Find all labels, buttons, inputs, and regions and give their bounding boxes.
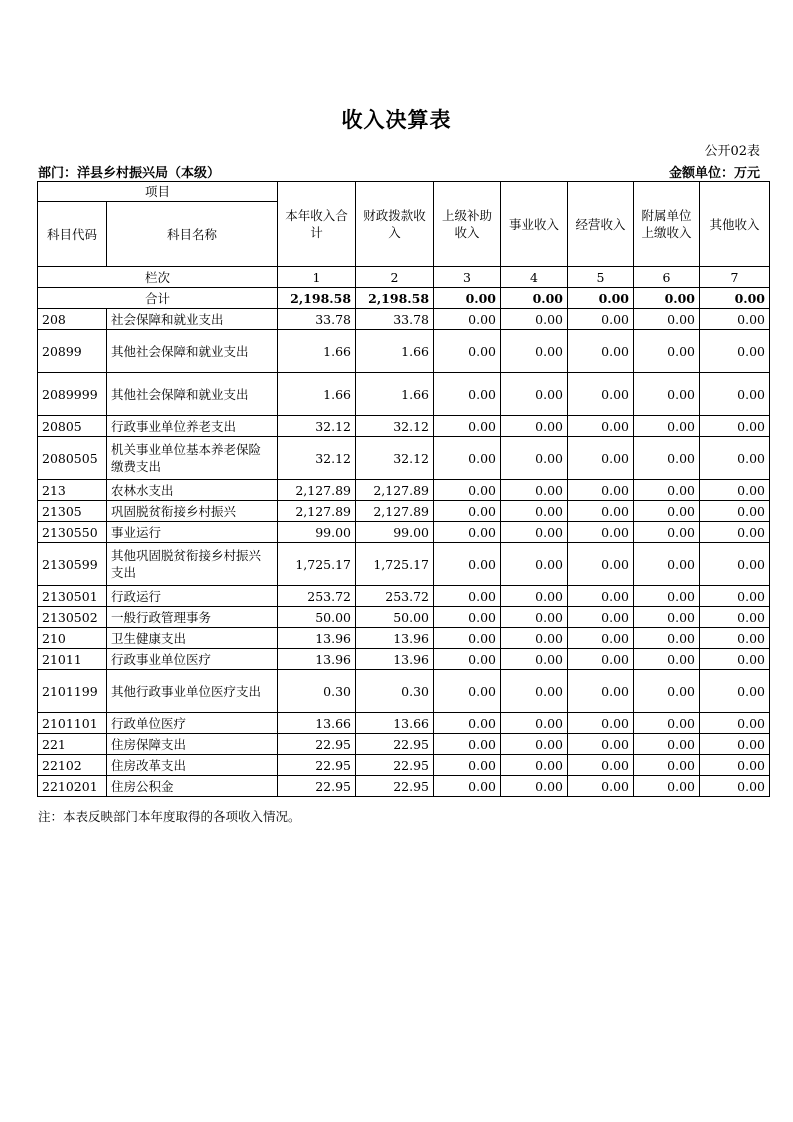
amount-cell: 0.00: [634, 628, 700, 649]
amount-cell: 0.00: [700, 416, 770, 437]
total-value: 0.00: [700, 288, 770, 309]
amount-cell: 0.00: [434, 309, 501, 330]
amount-cell: 0.00: [634, 713, 700, 734]
amount-cell: 0.00: [501, 755, 568, 776]
amount-cell: 0.00: [501, 373, 568, 416]
subject-code: 21305: [38, 501, 107, 522]
amount-cell: 0.00: [634, 586, 700, 607]
total-value: 0.00: [634, 288, 700, 309]
header-col-7: 其他收入: [700, 182, 770, 267]
amount-cell: 13.66: [356, 713, 434, 734]
table-row: [38, 416, 770, 437]
amount-cell: 0.00: [700, 501, 770, 522]
subject-code: 2101101: [38, 713, 107, 734]
amount-cell: 0.00: [434, 713, 501, 734]
header-col-3: 上级补助收入: [434, 182, 501, 267]
header-item: 项目: [38, 182, 278, 202]
subject-name: 住房公积金: [107, 776, 278, 797]
index-num: 5: [568, 267, 634, 288]
amount-cell: 32.12: [356, 416, 434, 437]
amount-cell: 0.00: [634, 480, 700, 501]
subject-name: 社会保障和就业支出: [107, 309, 278, 330]
amount-cell: 0.00: [634, 522, 700, 543]
index-num: 7: [700, 267, 770, 288]
table-row: [38, 776, 770, 797]
amount-cell: 0.00: [434, 480, 501, 501]
amount-cell: 0.00: [434, 586, 501, 607]
subject-name: 其他社会保障和就业支出: [107, 330, 278, 373]
subject-code: 2130501: [38, 586, 107, 607]
amount-cell: 0.00: [700, 670, 770, 713]
table-row: [38, 522, 770, 543]
subject-name: 卫生健康支出: [107, 628, 278, 649]
amount-cell: 0.30: [278, 670, 356, 713]
amount-cell: 32.12: [278, 416, 356, 437]
subject-code: 2080505: [38, 437, 107, 480]
amount-cell: 0.00: [568, 607, 634, 628]
table-row: [38, 649, 770, 670]
amount-cell: 1.66: [356, 330, 434, 373]
table-row: [38, 480, 770, 501]
amount-cell: 22.95: [278, 776, 356, 797]
amount-cell: 50.00: [278, 607, 356, 628]
amount-cell: 1,725.17: [356, 543, 434, 586]
amount-unit-label: 金额单位：万元: [668, 166, 760, 181]
index-num: 1: [278, 267, 356, 288]
amount-cell: 0.00: [700, 543, 770, 586]
amount-cell: 2,127.89: [356, 501, 434, 522]
total-label: 合计: [38, 288, 278, 309]
subject-name: 行政单位医疗: [107, 713, 278, 734]
subject-code: 208: [38, 309, 107, 330]
amount-cell: 0.00: [501, 734, 568, 755]
amount-cell: 0.00: [700, 309, 770, 330]
subject-name: 行政运行: [107, 586, 278, 607]
amount-cell: 0.00: [700, 480, 770, 501]
amount-cell: 13.96: [356, 628, 434, 649]
page-title: 收入决算表: [341, 108, 452, 132]
amount-cell: 0.00: [434, 416, 501, 437]
amount-cell: 0.00: [501, 437, 568, 480]
amount-cell: 0.00: [568, 522, 634, 543]
amount-cell: 0.00: [434, 755, 501, 776]
subject-name: 行政事业单位医疗: [107, 649, 278, 670]
subject-name: 其他行政事业单位医疗支出: [107, 670, 278, 713]
amount-cell: 0.00: [568, 670, 634, 713]
subject-name: 事业运行: [107, 522, 278, 543]
amount-cell: 0.00: [568, 755, 634, 776]
form-number: 公开02表: [704, 144, 760, 159]
amount-cell: 0.00: [568, 309, 634, 330]
subject-code: 2130599: [38, 543, 107, 586]
header-col-2: 财政拨款收入: [356, 182, 434, 267]
amount-cell: 0.00: [434, 649, 501, 670]
amount-cell: 32.12: [356, 437, 434, 480]
amount-cell: 33.78: [356, 309, 434, 330]
amount-cell: 22.95: [278, 755, 356, 776]
amount-cell: 0.00: [568, 734, 634, 755]
subject-name: 机关事业单位基本养老保险缴费支出: [107, 437, 278, 480]
amount-cell: 0.00: [568, 649, 634, 670]
amount-cell: 0.00: [634, 330, 700, 373]
amount-cell: 1.66: [278, 373, 356, 416]
amount-cell: 0.00: [700, 734, 770, 755]
amount-cell: 0.00: [634, 309, 700, 330]
amount-cell: 0.00: [501, 480, 568, 501]
header-col-6: 附属单位上缴收入: [634, 182, 700, 267]
total-row: [38, 288, 770, 309]
amount-cell: 0.00: [501, 501, 568, 522]
header-col-5: 经营收入: [568, 182, 634, 267]
table-row: [38, 501, 770, 522]
amount-cell: 0.00: [634, 649, 700, 670]
amount-cell: 2,127.89: [278, 501, 356, 522]
subject-code: 20805: [38, 416, 107, 437]
table-note: 注：本表反映部门本年度取得的各项收入情况。: [38, 809, 301, 824]
amount-cell: 0.00: [700, 755, 770, 776]
amount-cell: 0.00: [501, 309, 568, 330]
index-row-label: 栏次: [38, 267, 278, 288]
amount-cell: 0.00: [434, 670, 501, 713]
income-table: [37, 181, 770, 797]
subject-code: 221: [38, 734, 107, 755]
subject-name: 一般行政管理事务: [107, 607, 278, 628]
amount-cell: 0.00: [434, 501, 501, 522]
subject-code: 2130550: [38, 522, 107, 543]
amount-cell: 0.00: [568, 713, 634, 734]
amount-cell: 0.00: [568, 416, 634, 437]
amount-cell: 0.00: [634, 543, 700, 586]
amount-cell: 22.95: [356, 755, 434, 776]
table-row: [38, 309, 770, 330]
amount-cell: 0.00: [700, 607, 770, 628]
subject-name: 其他巩固脱贫衔接乡村振兴支出: [107, 543, 278, 586]
index-num: 4: [501, 267, 568, 288]
amount-cell: 0.00: [568, 776, 634, 797]
amount-cell: 253.72: [356, 586, 434, 607]
amount-cell: 22.95: [356, 776, 434, 797]
subject-code: 210: [38, 628, 107, 649]
amount-cell: 0.00: [568, 501, 634, 522]
amount-cell: 0.00: [634, 670, 700, 713]
amount-cell: 0.00: [568, 543, 634, 586]
total-value: 0.00: [568, 288, 634, 309]
total-value: 2,198.58: [278, 288, 356, 309]
amount-cell: 253.72: [278, 586, 356, 607]
amount-cell: 0.00: [434, 607, 501, 628]
amount-cell: 0.00: [434, 373, 501, 416]
department-label: 部门：洋县乡村振兴局（本级）: [38, 166, 221, 181]
amount-cell: 0.00: [568, 373, 634, 416]
index-num: 3: [434, 267, 501, 288]
amount-cell: 0.00: [700, 713, 770, 734]
index-num: 6: [634, 267, 700, 288]
amount-cell: 0.00: [501, 649, 568, 670]
amount-cell: 0.00: [501, 776, 568, 797]
amount-cell: 0.00: [501, 713, 568, 734]
amount-cell: 2,127.89: [278, 480, 356, 501]
amount-cell: 13.96: [278, 649, 356, 670]
amount-cell: 0.00: [700, 522, 770, 543]
header-col-1: 本年收入合计: [278, 182, 356, 267]
subject-code: 2101199: [38, 670, 107, 713]
amount-cell: 0.00: [568, 480, 634, 501]
amount-cell: 0.00: [434, 437, 501, 480]
table-row: [38, 586, 770, 607]
amount-cell: 0.00: [700, 586, 770, 607]
subject-code: 21011: [38, 649, 107, 670]
amount-cell: 0.00: [634, 776, 700, 797]
table-row: [38, 330, 770, 373]
amount-cell: 0.00: [434, 776, 501, 797]
amount-cell: 0.00: [700, 437, 770, 480]
amount-cell: 0.00: [634, 755, 700, 776]
subject-name: 住房保障支出: [107, 734, 278, 755]
amount-cell: 33.78: [278, 309, 356, 330]
amount-cell: 0.00: [568, 586, 634, 607]
header-name: 科目名称: [107, 202, 278, 267]
amount-cell: 0.00: [700, 330, 770, 373]
amount-cell: 0.00: [501, 543, 568, 586]
amount-cell: 0.00: [434, 734, 501, 755]
amount-cell: 0.00: [568, 437, 634, 480]
header-code: 科目代码: [38, 202, 107, 267]
header-col-4: 事业收入: [501, 182, 568, 267]
index-num: 2: [356, 267, 434, 288]
total-value: 0.00: [501, 288, 568, 309]
table-row: [38, 734, 770, 755]
amount-cell: 0.30: [356, 670, 434, 713]
amount-cell: 2,127.89: [356, 480, 434, 501]
amount-cell: 13.96: [356, 649, 434, 670]
amount-cell: 0.00: [634, 734, 700, 755]
amount-cell: 0.00: [634, 416, 700, 437]
subject-code: 213: [38, 480, 107, 501]
table-row: [38, 670, 770, 713]
subject-code: 20899: [38, 330, 107, 373]
amount-cell: 0.00: [501, 670, 568, 713]
subject-name: 巩固脱贫衔接乡村振兴: [107, 501, 278, 522]
amount-cell: 0.00: [434, 628, 501, 649]
subject-name: 行政事业单位养老支出: [107, 416, 278, 437]
table-row: [38, 607, 770, 628]
amount-cell: 0.00: [700, 373, 770, 416]
amount-cell: 0.00: [700, 649, 770, 670]
amount-cell: 0.00: [501, 628, 568, 649]
amount-cell: 0.00: [434, 522, 501, 543]
amount-cell: 0.00: [501, 416, 568, 437]
amount-cell: 99.00: [278, 522, 356, 543]
amount-cell: 0.00: [434, 543, 501, 586]
amount-cell: 0.00: [568, 628, 634, 649]
table-row: [38, 755, 770, 776]
amount-cell: 32.12: [278, 437, 356, 480]
amount-cell: 50.00: [356, 607, 434, 628]
subject-code: 2089999: [38, 373, 107, 416]
table-row: [38, 713, 770, 734]
table-row: [38, 543, 770, 586]
subject-name: 住房改革支出: [107, 755, 278, 776]
amount-cell: 99.00: [356, 522, 434, 543]
subject-name: 农林水支出: [107, 480, 278, 501]
subject-code: 2130502: [38, 607, 107, 628]
amount-cell: 13.96: [278, 628, 356, 649]
total-value: 2,198.58: [356, 288, 434, 309]
total-value: 0.00: [434, 288, 501, 309]
subject-name: 其他社会保障和就业支出: [107, 373, 278, 416]
amount-cell: 0.00: [501, 607, 568, 628]
amount-cell: 1,725.17: [278, 543, 356, 586]
amount-cell: 0.00: [700, 628, 770, 649]
amount-cell: 0.00: [634, 437, 700, 480]
table-row: [38, 437, 770, 480]
amount-cell: 0.00: [501, 330, 568, 373]
amount-cell: 0.00: [634, 373, 700, 416]
amount-cell: 0.00: [501, 522, 568, 543]
amount-cell: 0.00: [568, 330, 634, 373]
amount-cell: 13.66: [278, 713, 356, 734]
amount-cell: 0.00: [634, 501, 700, 522]
amount-cell: 1.66: [278, 330, 356, 373]
table-row: [38, 628, 770, 649]
amount-cell: 22.95: [356, 734, 434, 755]
table-row: [38, 373, 770, 416]
subject-code: 22102: [38, 755, 107, 776]
amount-cell: 22.95: [278, 734, 356, 755]
amount-cell: 0.00: [634, 607, 700, 628]
amount-cell: 0.00: [434, 330, 501, 373]
subject-code: 2210201: [38, 776, 107, 797]
amount-cell: 0.00: [501, 586, 568, 607]
amount-cell: 1.66: [356, 373, 434, 416]
amount-cell: 0.00: [700, 776, 770, 797]
